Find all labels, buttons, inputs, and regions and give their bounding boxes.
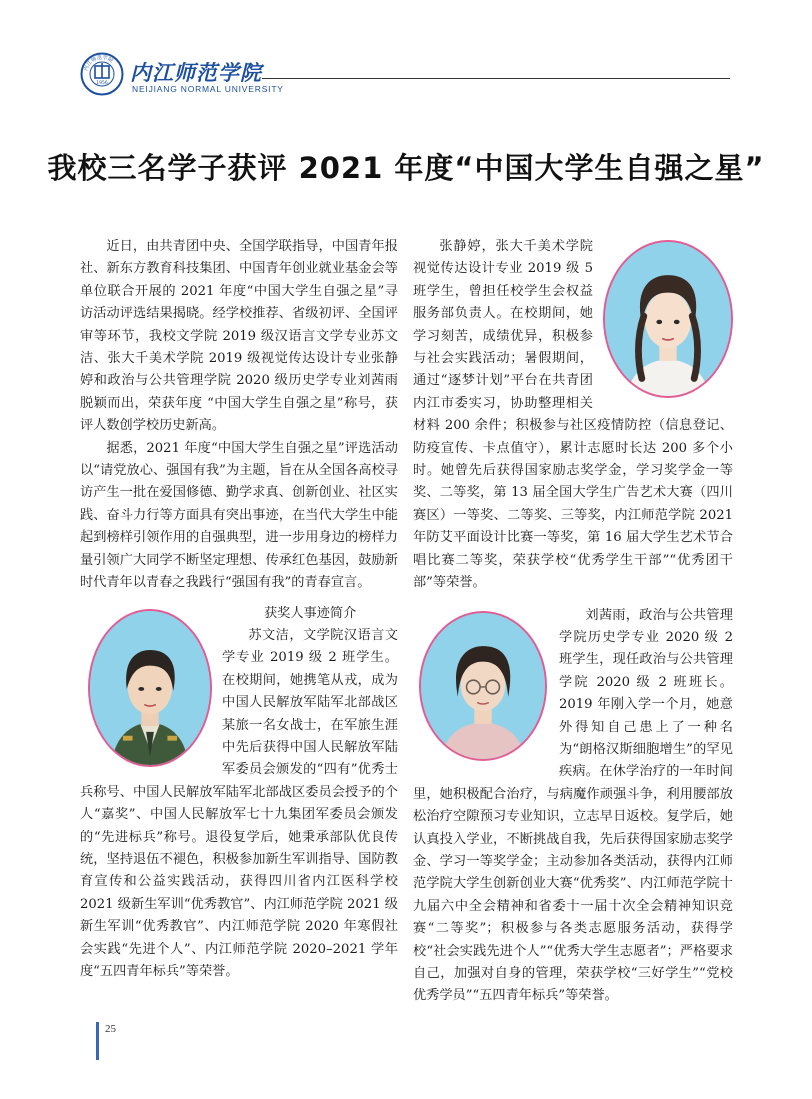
header-divider: [262, 78, 730, 79]
su-wenjie-profile: 苏文洁，文学院汉语言文学专业 2019 级 2 班学生。在校期间，她携笔从戎，成为中国人民解放军陆军北部战区某旅一名女战士，在军旅生涯中先后获得中国人民解放军陆军委员会颁发的“四有”优秀士兵称号、中国人民解放军陆军北部战区委员会授予的个人“嘉奖”、中国人民解放军七十九集团军委员会颁发的“先进标兵”称号。退役复学后，她秉承部队优良传统，坚持退伍不褪色，积极参加新生军训指导、国防教育宣传和公益实践活动，获得四川省内江医科学校 2021 级新生军训“优秀教官”、内江师范学院 2021 级新生军训“优秀教官”、内江师范学院 2020 年寒假社会实践“先进个人”、内江师范学院 2020–2021 学年度“五四青年标兵”等荣誉。: [80, 627, 398, 979]
school-logo: [80, 52, 124, 96]
page-number-bar: [96, 1022, 99, 1060]
school-logo-icon: [80, 52, 124, 96]
right-column: [413, 236, 733, 1008]
logo-ring-text: 内江师范学院: [83, 54, 114, 72]
intro-paragraph: 近日，由共青团中央、全国学联指导，中国青年报社、新东方教育科技集团、中国青年创业就业基金会等单位联合开展的 2021 年度“中国大学生自强之星”寻访活动评选结果揭晓。经学校推荐、省级初评、全国评审等环节，我校文学院 2019 级汉语言文学专业苏文洁、张大千美术学院 2019 级视觉传达设计专业张静婷和政治与公共管理学院 2020 级历史学专业刘茜雨脱颖而出，荣获年度 “中国大学生自强之星”称号，获评人数创学校历史新高。: [80, 239, 398, 434]
school-name-cn: 内江师范学院: [130, 61, 262, 85]
su-wenjie-photo: [88, 609, 212, 767]
page-number: 25: [105, 1023, 116, 1035]
left-column: [80, 236, 398, 983]
article-title: 我校三名学子获评 2021 年度“中国大学生自强之星”: [47, 151, 765, 185]
liu-xiyu-profile: 刘茜雨，政治与公共管理学院历史学专业 2020 级 2 班学生，现任政治与公共管理学院 2020 级 2 班班长。2019 年刚入学一个月，她意外得知自己患上了一种名为“朗格汉斯细胞增生”的罕见疾病。在休学治疗的一年时间里，她积极配合治疗，与病魔作顽强斗争，利用腰部放松治疗空隙预习专业知识，立志早日返校。复学后，她认真投入学业，不断挑战自我，先后获得国家励志奖学金、学习一等奖学金；主动参加各类活动，获得内江师范学院大学生创新创业大赛“优秀奖”、内江师范学院十九届六中全会精神和省委十一届十次全会精神知识竞赛“二等奖”；积极参与各类志愿服务活动，获得学校“社会实践先进个人”“优秀大学生志愿者”；严格要求自己，加强对自身的管理，荣获学校“三好学生”“党校优秀学员”“五四青年标兵”等荣誉。: [413, 607, 733, 1004]
zhang-jingting-photo: [603, 240, 733, 398]
logo-year: 1956: [96, 81, 108, 86]
liu-xiyu-photo: [419, 611, 547, 761]
school-name-en: NEIJIANG NORMAL UNIVERSITY: [132, 84, 284, 94]
background-paragraph: 据悉，2021 年度“中国大学生自强之星”评选活动以“请党放心、强国有我”为主题，旨在从全国各高校寻访产生一批在爱国修德、勤学求真、创新创业、社区实践、奋斗力行等方面具有突出事迹，在当代大学生中能起到榜样引领作用的自强典型，进一步用身边的榜样力量引领广大同学不断坚定理想、传承红色基因，鼓励新时代青年以青春之我践行“强国有我”的青春宣言。: [80, 440, 398, 591]
zhang-jingting-profile: 张静婷，张大千美术学院视觉传达设计专业 2019 级 5 班学生，曾担任校学生会权益服务部负责人。在校期间，她学习刻苦，成绩优异，积极参与社会实践活动；暑假期间，通过“逐梦计划”平台在共青团内江市委实习，协助整理相关材料 200 余件；积极参与社区疫情防控（信息登记、防疫宣传、卡点值守），累计志愿时长达 200 多个小时。她曾先后获得国家励志奖学金，学习奖学金一等奖、二等奖，第 13 届全国大学生广告艺术大赛（四川赛区）一等奖、二等奖、三等奖，内江师范学院 2021 年防艾平面设计比赛一等奖，第 16 届大学生艺术节合唱比赛二等奖，荣获学校“优秀学生干部”“优秀团干部”等荣誉。: [413, 239, 733, 591]
award-section-title: 获奖人事迹简介: [264, 605, 357, 621]
